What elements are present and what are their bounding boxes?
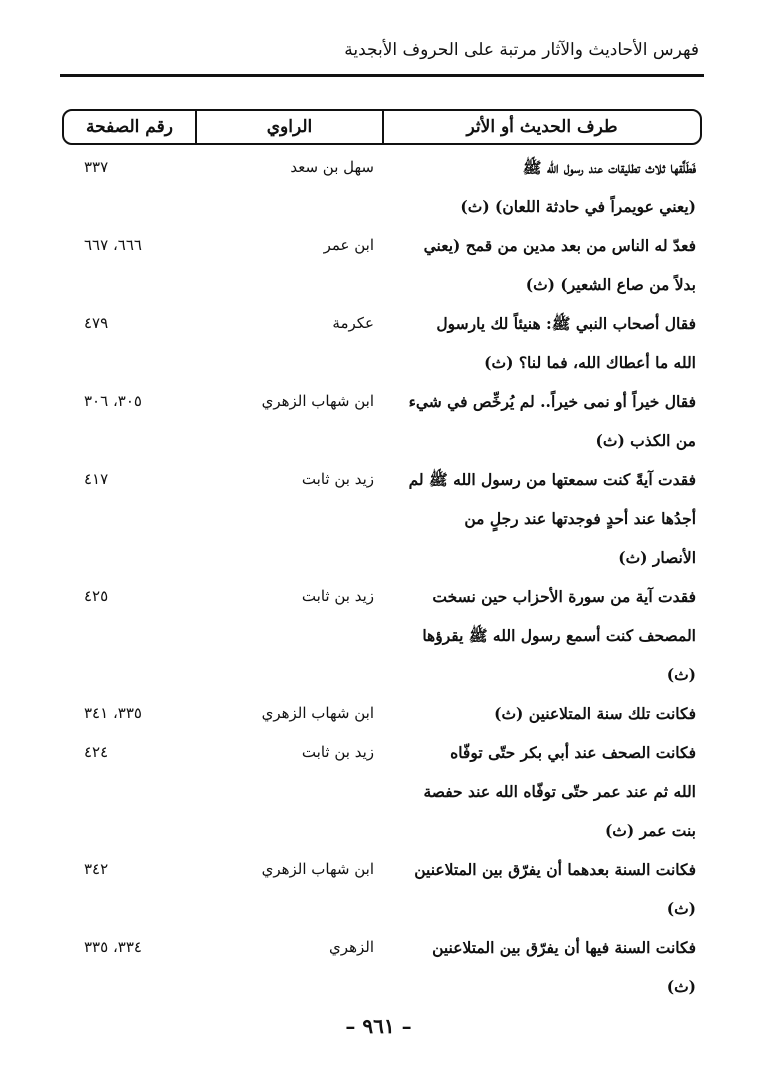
header-rule xyxy=(60,74,704,77)
page-references-cell xyxy=(62,148,197,187)
page-references: ٤١٧ xyxy=(84,470,109,488)
column-header-narrator: الراوي xyxy=(195,111,382,143)
index-entries xyxy=(62,148,702,1006)
narrator-name: سهل بن سعد xyxy=(290,158,374,176)
hadith-line: فكانت السنة بعدهما أن يفرّق بين المتلاعنين xyxy=(414,860,696,879)
hadith-line: فقدت آية من سورة الأحزاب حين نسخت xyxy=(432,587,696,606)
narrator-name: زيد بن ثابت xyxy=(301,470,374,488)
page-references: ٣٣٤، ٣٣٥ xyxy=(84,938,142,956)
narrator-name: زيد بن ثابت xyxy=(301,743,374,761)
index-entry xyxy=(62,694,702,733)
page-references-cell xyxy=(62,304,197,343)
hadith-line: فعدّ له الناس من بعد مدين من قمح (يعني xyxy=(423,236,696,255)
index-entry xyxy=(62,382,702,460)
hadith-line: الله ثم عند عمر حتّى توفّاه الله عند حفصة xyxy=(423,782,696,801)
index-entry xyxy=(62,226,702,304)
hadith-text xyxy=(384,928,702,1006)
narrator-name: عكرمة xyxy=(332,314,374,332)
hadith-text xyxy=(384,460,702,577)
hadith-line: فكانت تلك سنة المتلاعنين (ث) xyxy=(494,704,696,723)
narrator-name: زيد بن ثابت xyxy=(301,587,374,605)
index-entry xyxy=(62,733,702,850)
page-references-cell xyxy=(62,733,197,772)
narrator-name: ابن شهاب الزهري xyxy=(261,860,374,878)
hadith-line: الله ما أعطاك الله، فما لنا؟ (ث) xyxy=(484,353,696,372)
column-header-bar xyxy=(62,109,702,145)
page-references: ٣٤٢ xyxy=(84,860,109,878)
index-entry xyxy=(62,148,702,226)
hadith-line: أجدُها عند أحدٍ فوجدتها عند رجلٍ من xyxy=(464,509,696,528)
hadith-line: فقدت آيةً كنت سمعتها من رسول الله ﷺ لم xyxy=(408,470,696,489)
page-references-cell xyxy=(62,850,197,889)
hadith-text xyxy=(384,382,702,460)
index-entry xyxy=(62,577,702,694)
page-references: ٣٠٥، ٣٠٦ xyxy=(84,392,142,410)
hadith-text xyxy=(384,733,702,850)
hadith-line: بنت عمر (ث) xyxy=(604,821,696,840)
hadith-line: فَطَلَّقها ثلاث تطليقات عند رسول الله ﷺ xyxy=(522,158,696,177)
hadith-text xyxy=(384,850,702,928)
hadith-text xyxy=(384,577,702,694)
hadith-line: فكانت الصحف عند أبي بكر حتّى توفّاه xyxy=(450,743,696,762)
index-entry xyxy=(62,850,702,928)
hadith-text xyxy=(384,148,702,226)
page-references: ٤٧٩ xyxy=(84,314,109,332)
hadith-text xyxy=(384,304,702,382)
page-references: ٤٢٤ xyxy=(84,743,109,761)
index-entry xyxy=(62,304,702,382)
hadith-text xyxy=(384,694,702,733)
narrator-name: ابن عمر xyxy=(323,236,374,254)
hadith-line: فكانت السنة فيها أن يفرّق بين المتلاعنين xyxy=(432,938,696,957)
hadith-line: (يعني عويمراً في حادثة اللعان) (ث) xyxy=(460,197,696,216)
narrator-name: الزهري xyxy=(329,938,374,956)
page-references-cell xyxy=(62,694,197,733)
hadith-text xyxy=(384,226,702,304)
hadith-line: (ث) xyxy=(666,977,696,996)
page-references: ٦٦٦، ٦٦٧ xyxy=(84,236,142,254)
hadith-line: (ث) xyxy=(666,899,696,918)
running-title: فهرس الأحاديث والآثار مرتبة على الحروف الأبجدية xyxy=(344,40,699,60)
hadith-line: المصحف كنت أسمع رسول الله ﷺ يقرؤها xyxy=(422,626,696,645)
page-references-cell xyxy=(62,577,197,616)
hadith-line: (ث) xyxy=(666,665,696,684)
page-references-cell xyxy=(62,382,197,421)
narrator-name: ابن شهاب الزهري xyxy=(261,392,374,410)
hadith-line: من الكذب (ث) xyxy=(595,431,696,450)
hadith-line: فقال أصحاب النبي ﷺ: هنيئاً لك يارسول xyxy=(436,314,696,333)
index-entry xyxy=(62,460,702,577)
page-references-cell xyxy=(62,928,197,967)
narrator-name: ابن شهاب الزهري xyxy=(261,704,374,722)
page-references: ٣٣٥، ٣٤١ xyxy=(84,704,142,722)
page-number: – ٩٦١ – xyxy=(345,1014,412,1038)
page-references-cell xyxy=(62,460,197,499)
column-header-page: رقم الصفحة xyxy=(86,117,173,137)
page-references: ٤٢٥ xyxy=(84,587,109,605)
hadith-line: فقال خيراً أو نمى خيراً.. لم يُرخِّص في شيء xyxy=(408,392,696,411)
page-references: ٣٣٧ xyxy=(84,158,109,176)
page-references-cell xyxy=(62,226,197,265)
column-header-hadith: طرف الحديث أو الأثر xyxy=(382,111,700,143)
hadith-line: بدلاً من صاع الشعير) (ث) xyxy=(525,275,696,294)
hadith-line: الأنصار (ث) xyxy=(618,548,696,567)
index-entry xyxy=(62,928,702,1006)
